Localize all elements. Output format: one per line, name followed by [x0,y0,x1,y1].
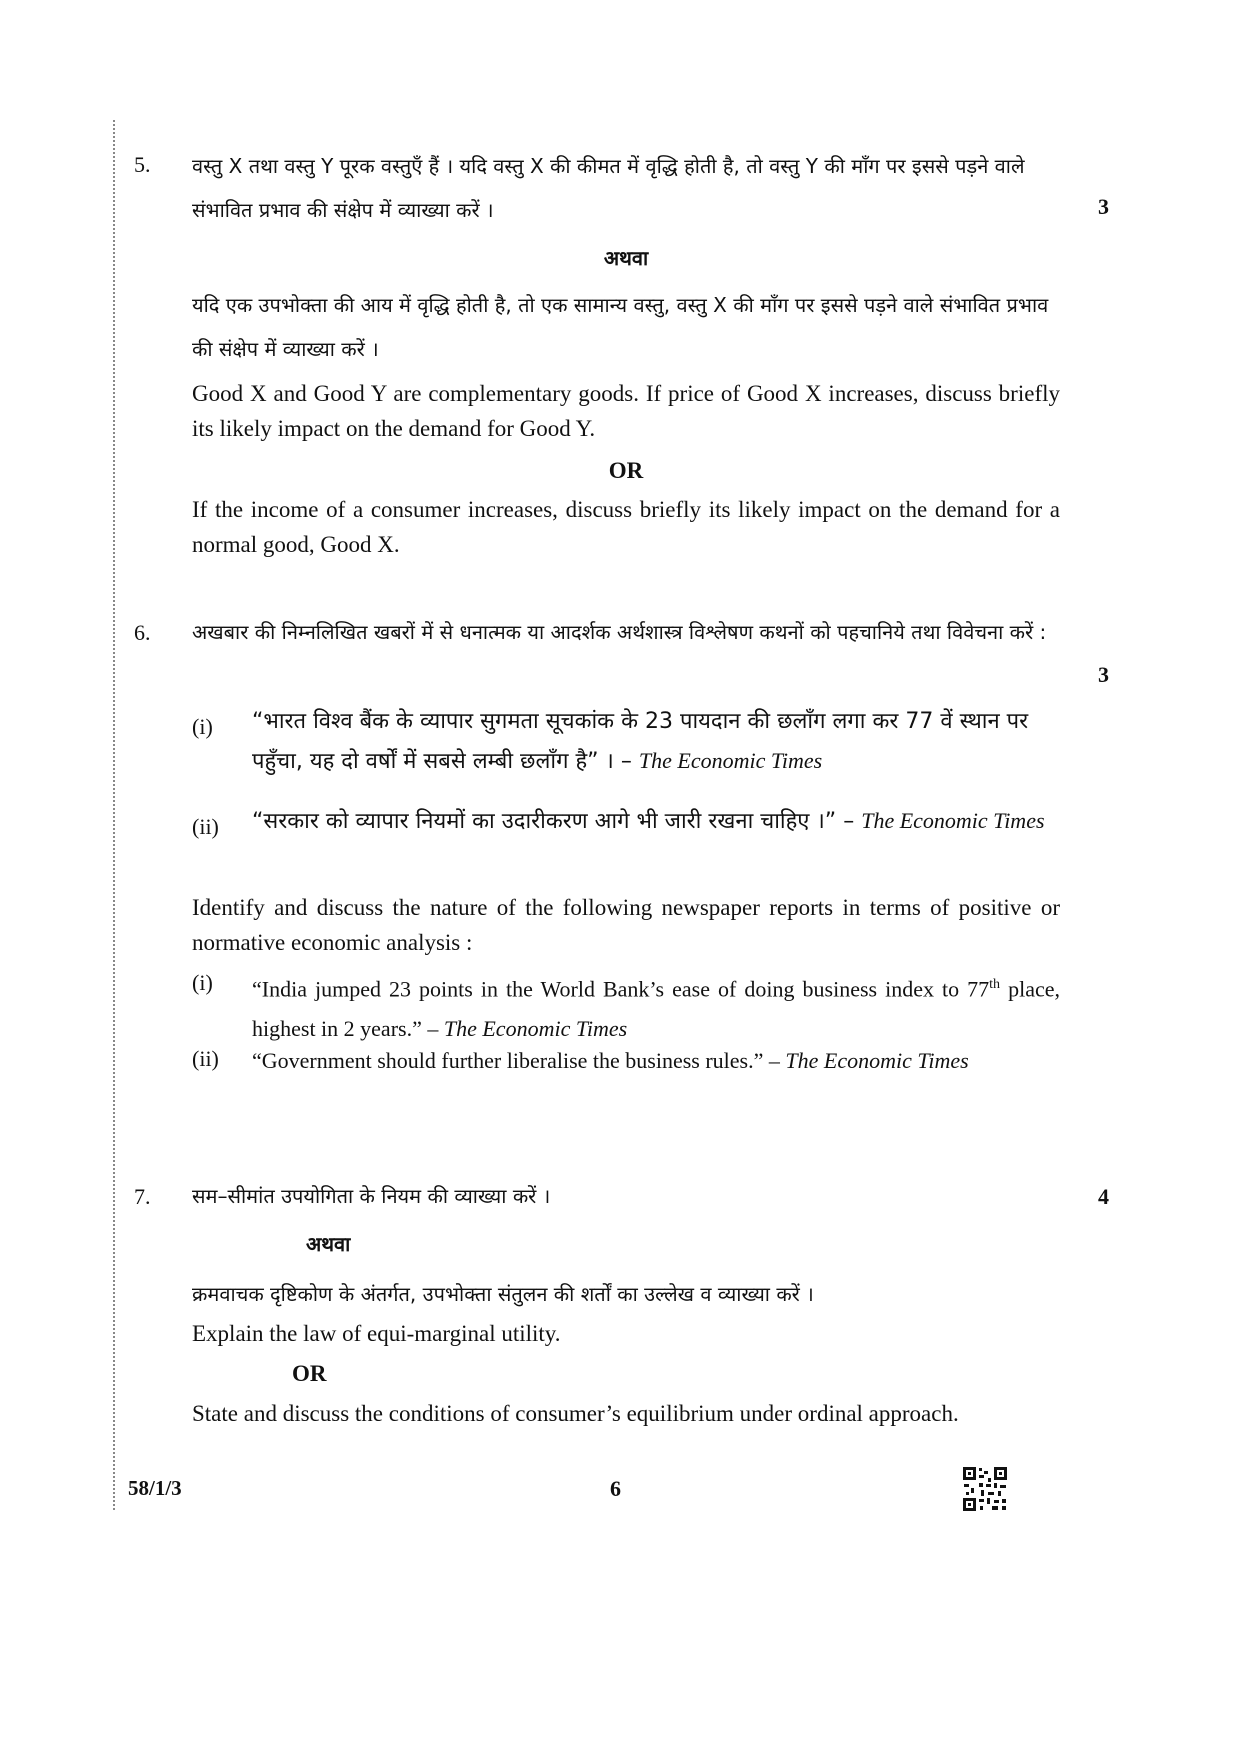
q6-hindi-item-2-label: (ii) [192,814,219,839]
q6-marks: 3 [1098,662,1109,687]
margin-dotted-line [113,120,115,1510]
q5-english-or: OR [608,458,644,483]
q7-hindi-question: सम–सीमांत उपयोगिता के नियम की व्याख्या करें । [192,1184,551,1208]
q5-hindi-or: अथवा [603,246,649,270]
q5-english-question: Good X and Good Y are complementary goods. If price of Good X increases, discuss briefly its likely impact on the demand for Good Y. [192,381,1060,441]
q7-english-or: OR [292,1361,327,1386]
q6-hindi-question: अखबार की निम्नलिखित खबरों में से धनात्मक या आदर्शक अर्थशास्त्र विश्लेषण कथनों को पहचानिये तथा विवेचना करें : [192,620,1047,644]
q6-english-item-2-label: (ii) [192,1046,219,1071]
q6-english-item-1-sup: th [989,977,1001,992]
q6-number: 6. [134,620,151,645]
paper-code: 58/1/3 [128,1476,182,1500]
q6-hindi-item-2-source: The Economic Times [861,808,1045,833]
q7-english-question: Explain the law of equi-marginal utility. [192,1321,561,1346]
qr-code-graphic [962,1466,1008,1512]
q6-english-item-1 [252,965,1060,1049]
q6-hindi-item-1-label: (i) [192,714,213,739]
q6-english-item-2-source: The Economic Times [785,1048,969,1073]
q7-english-alternative: State and discuss the conditions of consumer’s equilibrium under ordinal approach. [192,1401,959,1426]
q7-hindi-or: अथवा [306,1232,351,1256]
q6-hindi-item-1-text: “भारत विश्व बैंक के व्यापार सुगमता सूचकांक के 23 पायदान की छलाँग लगा कर 77 वें स्थान पर पहुँचा, यह दो वर्षों में सबसे लम्बी छलाँग है” । – [252,709,1029,774]
q6-hindi-item-2-text: “सरकार को व्यापार नियमों का उदारीकरण आगे भी जारी रखना चाहिए ।” – [252,809,855,834]
q5-hindi-question: वस्तु X तथा वस्तु Y पूरक वस्तुएँ हैं । यदि वस्तु X की कीमत में वृद्धि होती है, तो वस्तु Y की माँग पर इससे पड़ने वाले संभावित प्रभाव की संक्षेप में व्याख्या करें । [192,154,1025,222]
q6-english-item-1-label: (i) [192,970,213,995]
q7-number: 7. [134,1184,151,1209]
q6-english-item-1-text-b: place, highest in 2 years.” – [252,976,1060,1042]
q7-marks: 4 [1098,1184,1109,1209]
q5-english-alternative: If the income of a consumer increases, discuss briefly its likely impact on the demand for a normal good, Good X. [192,497,1060,557]
q6-english-item-1-text-a: “India jumped 23 points in the World Bank’s ease of doing business index to 77 [252,976,990,1002]
q6-english-question: Identify and discuss the nature of the following newspaper reports in terms of positive or normative economic analysis : [192,895,1060,955]
q6-hindi-item-1 [252,702,1060,782]
qr-code-icon [962,1466,1008,1512]
q6-hindi-item-1-source: The Economic Times [638,748,823,773]
q5-number: 5. [134,152,151,177]
q5-hindi-alternative: यदि एक उपभोक्ता की आय में वृद्धि होती है, तो एक सामान्य वस्तु, वस्तु X की माँग पर इससे पड़ने वाले संभावित प्रभाव की संक्षेप में व्याख्या करें । [192,293,1049,361]
q6-english-item-1-source: The Economic Times [443,1016,628,1042]
page-number: 6 [610,1476,621,1501]
q6-english-item-2 [252,1040,1060,1082]
q7-hindi-alternative: क्रमवाचक दृष्टिकोण के अंतर्गत, उपभोक्ता संतुलन की शर्तों का उल्लेख व व्याख्या करें । [192,1282,814,1306]
q6-hindi-item-2 [252,802,1060,842]
q6-english-item-2-text: “Government should further liberalise the business rules.” – [252,1048,780,1073]
q5-marks: 3 [1098,194,1109,219]
